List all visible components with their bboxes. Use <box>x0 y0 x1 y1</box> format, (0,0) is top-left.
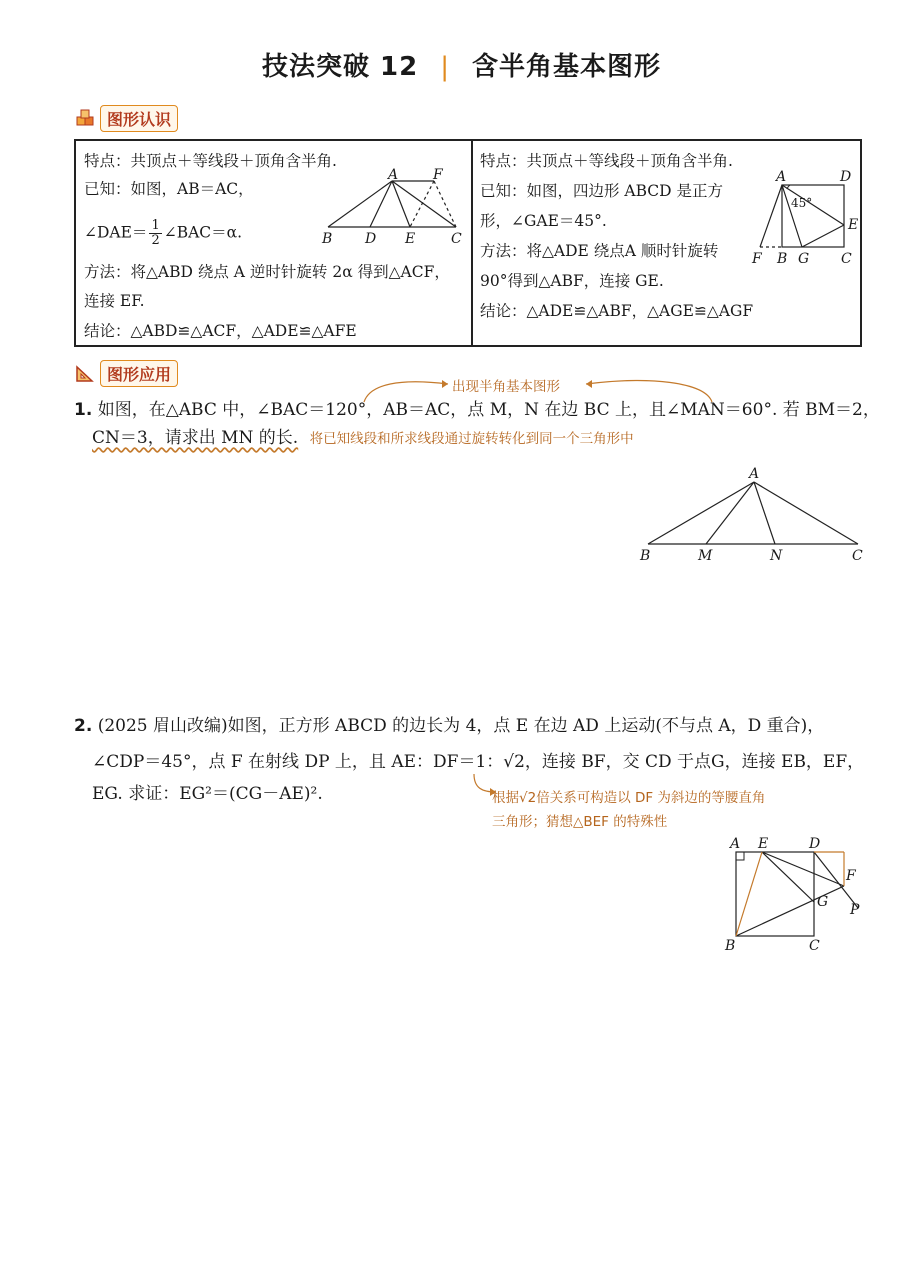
problem2-line3: EG. 求证：EG²＝(CG－AE)². <box>92 784 323 804</box>
seg-GE <box>802 225 844 247</box>
problem1-text2: CN＝3，请求出 MN 的长. <box>92 428 299 448</box>
title-divider: | <box>440 52 450 82</box>
section-header-application <box>74 360 178 387</box>
label-B: B <box>322 231 333 247</box>
ruler-triangle-icon <box>74 364 96 384</box>
seg-EG <box>762 852 814 902</box>
label-N: N <box>770 548 783 564</box>
label-A: A <box>776 169 787 185</box>
left-line4: 方法：将△ABD 绕点 A 逆时针旋转 2α 得到△ACF， <box>84 263 450 281</box>
p1-note-right: 将已知线段和所求线段通过旋转转化到同一个三角形中 <box>309 431 634 447</box>
label-C: C <box>451 231 462 247</box>
problem2-text1: (2025 眉山改编)如图，正方形 ABCD 的边长为 4，点 E 在边 AD 上运动(不与点 A，D 重合)， <box>97 716 825 736</box>
box-divider <box>471 141 473 345</box>
left-line3-a: ∠DAE＝ <box>84 223 148 242</box>
title-right: 含半角基本图形 <box>471 52 661 82</box>
label-E: E <box>405 231 416 247</box>
seg-FE <box>410 181 434 227</box>
page-title <box>0 46 923 83</box>
label-D: D <box>809 836 821 852</box>
left-card-figure <box>316 167 466 247</box>
problem1-text1: 如图，在△ABC 中，∠BAC＝120°，AB＝AC，点 M，N 在边 BC 上，且∠MAN＝60°. 若 BM＝2， <box>97 400 880 420</box>
right-line3: 形，∠GAE＝45°. <box>480 212 607 230</box>
seg-FC <box>434 181 456 227</box>
label-B: B <box>640 548 651 564</box>
label-G: G <box>798 251 810 267</box>
problem1-line1 <box>74 398 880 422</box>
label-A: A <box>749 466 760 482</box>
section-label: 图形认识 <box>100 105 178 132</box>
p2-note-line2: 三角形；猜想△BEF 的特殊性 <box>492 814 668 830</box>
seg-EF <box>762 852 844 886</box>
label-C: C <box>841 251 852 267</box>
fraction <box>149 219 161 248</box>
label-E: E <box>848 217 858 233</box>
label-D: D <box>840 169 852 185</box>
problem2-number: 2. <box>74 716 93 736</box>
problem1-figure <box>630 462 870 566</box>
label-G: G <box>817 894 829 910</box>
left-line3 <box>84 219 242 248</box>
right-card-figure <box>746 167 858 267</box>
seg-EB <box>736 852 762 936</box>
p1-note-top: 出现半角基本图形 <box>452 379 560 395</box>
seg-AF <box>760 185 782 247</box>
label-angle: 45° <box>791 196 813 210</box>
seg-AN <box>754 482 775 544</box>
square-ABCD <box>782 185 844 247</box>
right-line1: 特点：共顶点＋等线段＋顶角含半角. <box>480 152 733 170</box>
label-A: A <box>388 167 399 183</box>
label-F: F <box>846 868 856 884</box>
problem2-line1 <box>74 714 824 738</box>
seg-AB <box>648 482 754 544</box>
right-line5: 90°得到△ABF，连接 GE. <box>480 272 664 290</box>
problem1-number: 1. <box>74 400 93 420</box>
problem2-line2: ∠CDP＝45°，点 F 在射线 DP 上，且 AE：DF＝1：√2，连接 BF，交 CD 于点G，连接 EB，EF， <box>92 752 865 772</box>
label-B: B <box>777 251 788 267</box>
left-line1: 特点：共顶点＋等线段＋顶角含半角. <box>84 152 337 170</box>
left-line3-b: ∠BAC＝α. <box>163 223 243 242</box>
problem2-figure <box>722 832 872 956</box>
label-E: E <box>758 836 769 852</box>
problem1-line2 <box>92 426 634 451</box>
left-line5: 连接 EF. <box>84 292 145 310</box>
label-M: M <box>698 548 713 564</box>
label-D: D <box>365 231 377 247</box>
right-line6: 结论：△ADE≌△ABF，△AGE≌△AGF <box>480 302 754 320</box>
seg-AG <box>782 185 802 247</box>
p2-note-line1: 根据√2倍关系可构造以 DF 为斜边的等腰直角 <box>492 790 766 806</box>
title-left: 技法突破 12 <box>261 52 419 82</box>
section-label: 图形应用 <box>100 360 178 387</box>
right-line2: 已知：如图，四边形 ABCD 是正方 <box>480 182 724 200</box>
label-P: P <box>850 902 860 918</box>
right-line4: 方法：将△ADE 绕点A 顺时针旋转 <box>480 242 719 260</box>
seg-AD <box>370 181 392 227</box>
seg-AM <box>706 482 754 544</box>
label-F: F <box>433 167 443 183</box>
label-C: C <box>852 548 863 564</box>
label-B: B <box>725 938 736 954</box>
recognition-box <box>74 139 862 347</box>
label-F: F <box>752 251 762 267</box>
left-line6: 结论：△ABD≌△ACF，△ADE≌△AFE <box>84 322 357 340</box>
label-C: C <box>809 938 820 954</box>
cube-icon <box>74 109 96 129</box>
section-header-recognition <box>74 105 178 132</box>
seg-AB <box>328 181 392 227</box>
fraction-den: 2 <box>151 233 160 248</box>
seg-AC <box>754 482 858 544</box>
label-A: A <box>730 836 741 852</box>
fraction-num: 1 <box>151 218 160 233</box>
left-line2: 已知：如图，AB＝AC， <box>84 180 254 198</box>
